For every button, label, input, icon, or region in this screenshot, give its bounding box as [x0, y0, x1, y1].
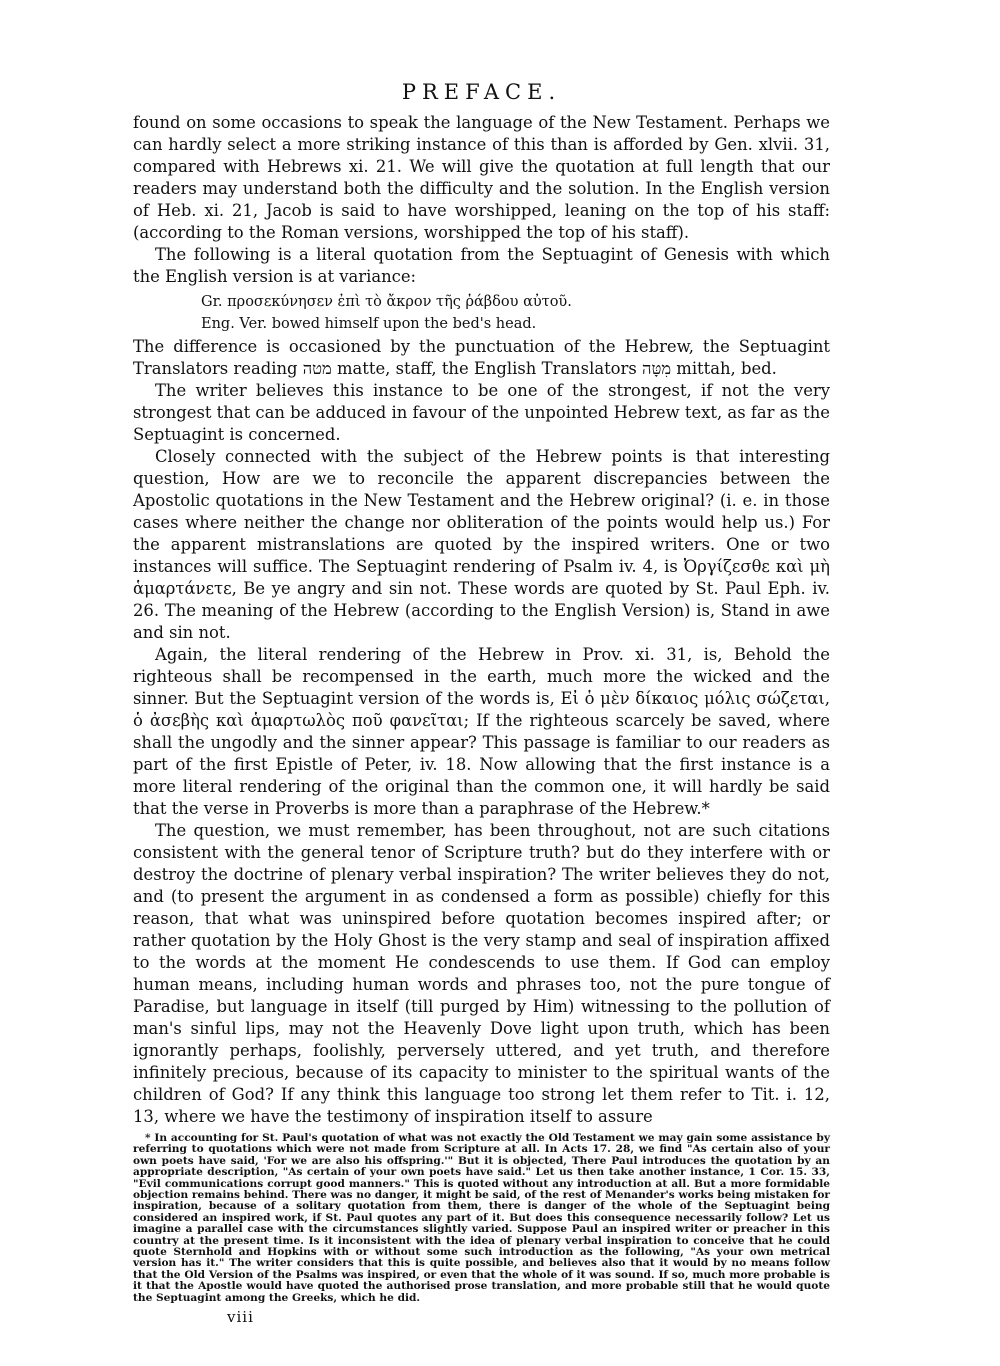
paragraph: The difference is occasioned by the punctuation of the Hebrew, the Septuagint Translators reading מטה matte, staff, the English Translators מִטָּה mittah, bed. — [133, 337, 830, 378]
footnote: * In accounting for St. Paul's quotation of what was not exactly the Old Testament we may gain some assistance by referring to quotations which were not made from Scripture at all. In Acts 17. 28, we find "As certain also of your own poets have said, 'For we are also his offspring.'" But it is objected, There Paul introduces the quotation by an appropriate description, "As certain of your own poets have said." Let us then take another instance, 1 Cor. 15. 33, "Evil communications corrupt good manners." This is quoted without any introduction at all. But a more formidable objection remains behind. There was no danger, it might be said, of the rest of Menander's works being mistaken for inspiration, because of a solitary quotation from them, there is danger of the whole of the Septuagint being considered an inspired work, if St. Paul quotes any part of it. But does this consequence necessarily follow? Let us imagine a parallel case with the circumstances slightly varied. Suppose Paul an inspired writer or preacher in this country at the present time. Is it inconsistent with the idea of plenary verbal inspiration to conceive that he could quote Sternhold and Hopkins with or without some such introduction as the following, "As your own metrical version has it." The writer considers that this is quite possible, and believes also that it would by no means follow that the Old Version of the Psalms was inspired, or even that the whole of it was sound. If so, much more probable is it that the Apostle would have quoted the authorised prose translation, and more probable still that he would quote the Septuagint among the Greeks, which he did. — [133, 1132, 830, 1304]
paragraph: Again, the literal rendering of the Hebrew in Prov. xi. 31, is, Behold the righteous shall be recompensed in the earth, much more the wicked and the sinner. But the Septuagint version of the words is, Εἰ ὁ μὲν δίκαιος μόλις σώζεται, ὁ ἀσεβὴς καὶ ἁμαρτωλὸς ποῦ φανεῖται; If the righteous scarcely be saved, where shall the ungodly and the sinner appear? This passage is familiar to our readers as part of the first Epistle of Peter, iv. 18. Now allowing that the first instance is a more literal rendering of the original than the common one, it will hardly be said that the verse in Proverbs is more than a paraphrase of the Hebrew.* — [133, 645, 830, 818]
body-text — [133, 112, 830, 1128]
page-number: viii — [227, 1308, 254, 1327]
paragraph: The writer believes this instance to be one of the strongest, if not the very strongest that can be adduced in favour of the unpointed Hebrew text, as far as the Septuagint is concerned. — [133, 381, 830, 444]
quotation-greek: Gr. προσεκύνησεν ἐπὶ τὸ ἄκρον τῆς ῥάβδου αὐτοῦ. — [201, 294, 572, 310]
paragraph: Closely connected with the subject of the Hebrew points is that interesting question, How are we to reconcile the apparent discrepancies between the Apostolic quotations in the New Testament and the Hebrew original? (i. e. in those cases where neither the change nor obliteration of the points would help us.) For the apparent mistranslations are quoted by the inspired writers. One or two instances will suffice. The Septuagint rendering of Psalm iv. 4, is Ὀργίζεσθε καὶ μὴ ἁμαρτάνετε, Be ye angry and sin not. These words are quoted by St. Paul Eph. iv. 26. The meaning of the Hebrew (according to the English Version) is, Stand in awe and sin not. — [133, 447, 830, 642]
quotation-english: Eng. Ver. bowed himself upon the bed's head. — [201, 316, 537, 332]
paragraph: The following is a literal quotation from the Septuagint of Genesis with which the English version is at variance: — [133, 245, 830, 286]
paragraph: The question, we must remember, has been throughout, not are such citations consistent with the general tenor of Scripture truth? but do they interfere with or destroy the doctrine of plenary verbal inspiration? The writer believes they do not, and (to present the argument in as condensed a form as possible) chiefly for this reason, that what was uninspired before quotation becomes inspired after; or rather quotation by the Holy Ghost is the very stamp and seal of inspiration affixed to the words at the moment He condescends to use them. If God can employ human means, including human words and phrases too, not the pure tongue of Paradise, but language in itself (till purged by Him) witnessing to the pollution of man's sinful lips, may not the Heavenly Dove light upon truth, which has been ignorantly perhaps, foolishly, perversely uttered, and yet truth, and therefore infinitely precious, because of its capacity to minister to the spiritual wants of the children of God? If any think this language too strong let them refer to Tit. i. 12, 13, where we have the testimony of inspiration itself to assure — [133, 821, 830, 1126]
page-title: PREFACE. — [401, 80, 562, 104]
paragraph: found on some occasions to speak the language of the New Testament. Perhaps we can hardly select a more striking instance of this than is afforded by Gen. xlvii. 31, compared with Hebrews xi. 21. We will give the quotation at full length that our readers may understand both the difficulty and the solution. In the English version of Heb. xi. 21, Jacob is said to have worshipped, leaning on the top of his staff: (according to the Roman versions, worshipped the top of his staff). — [133, 113, 830, 242]
document-page — [133, 80, 830, 1326]
